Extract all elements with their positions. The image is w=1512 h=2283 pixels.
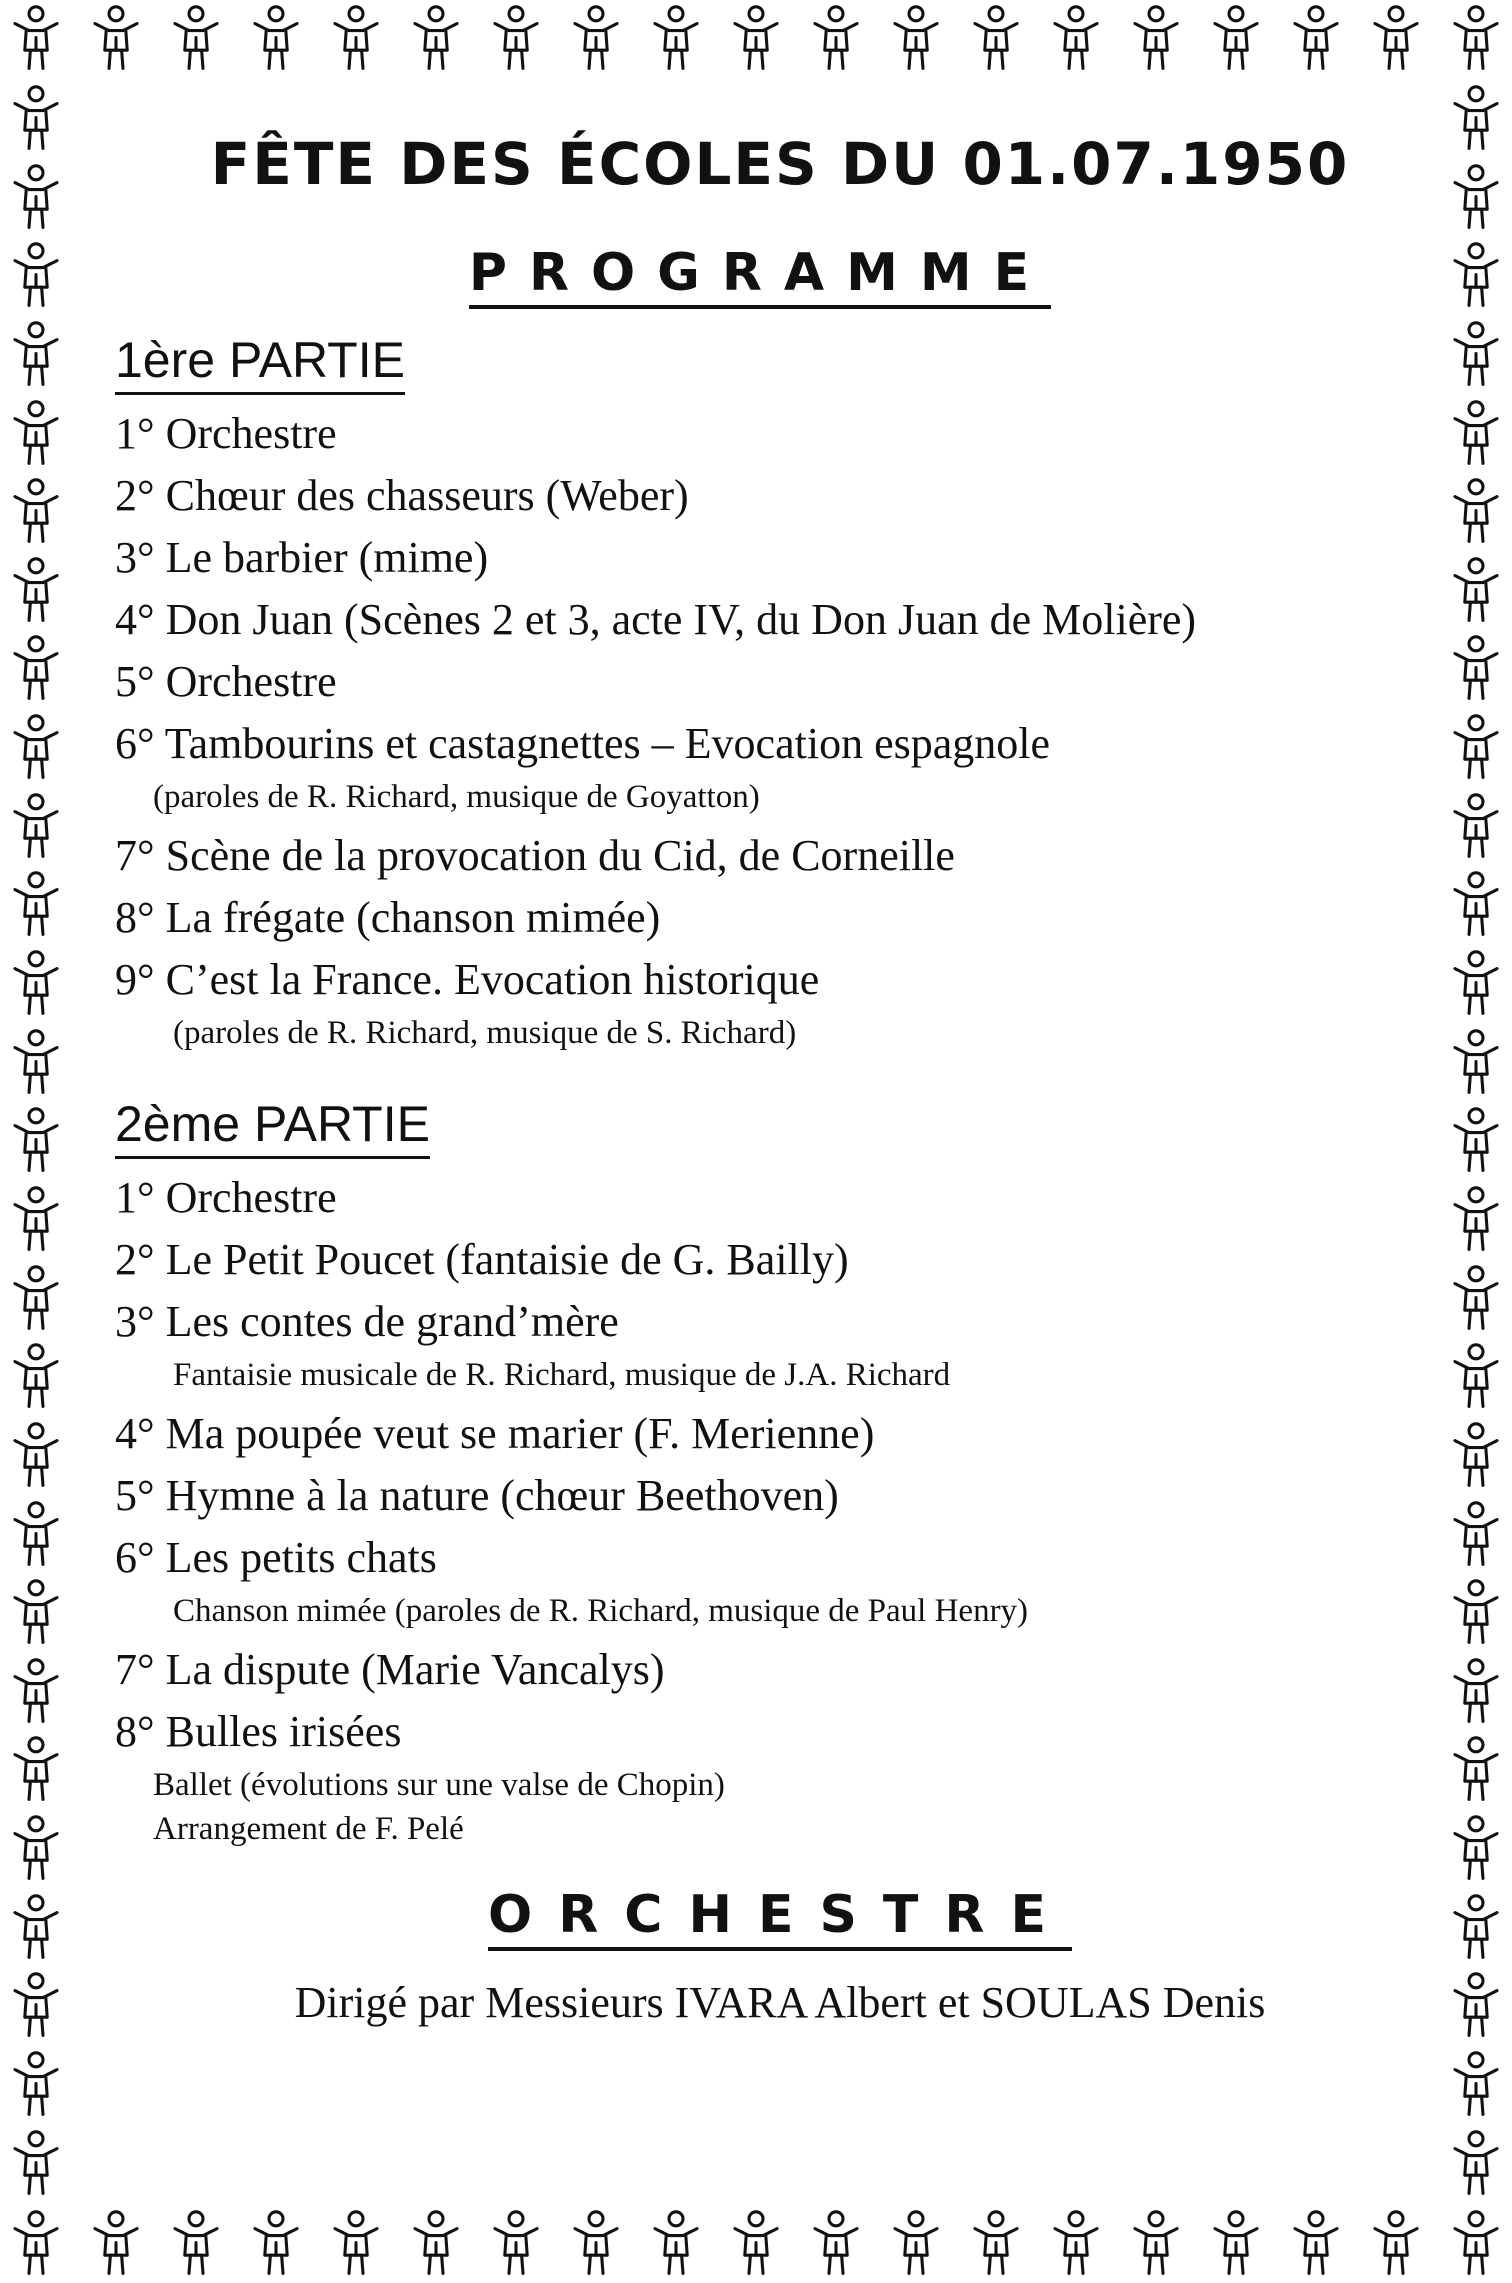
child-figure-icon <box>1448 949 1504 1019</box>
child-figure-icon <box>488 4 544 74</box>
list-item: 9° C’est la France. Evocation historique <box>115 955 820 1004</box>
child-figure-icon <box>968 2209 1024 2279</box>
child-figure-icon <box>648 4 704 74</box>
child-figure-icon <box>8 1657 64 1727</box>
child-figure-icon <box>8 1971 64 2041</box>
border-top <box>8 4 1504 74</box>
child-figure-icon <box>8 556 64 626</box>
child-figure-icon <box>8 1185 64 1255</box>
child-figure-icon <box>8 713 64 783</box>
child-figure-icon <box>328 2209 384 2279</box>
child-figure-icon <box>1448 2129 1504 2199</box>
list-item: 5° Hymne à la nature (chœur Beethoven) <box>115 1471 839 1520</box>
child-figure-icon <box>8 634 64 704</box>
item-note: (paroles de R. Richard, musique de Goyatton) <box>153 779 760 815</box>
child-figure-icon <box>88 4 144 74</box>
list-item: 1° Orchestre <box>115 1173 337 1222</box>
child-figure-icon <box>568 4 624 74</box>
child-figure-icon <box>968 4 1024 74</box>
child-figure-icon <box>88 2209 144 2279</box>
child-figure-icon <box>168 4 224 74</box>
list-item: 3° Les contes de grand’mère <box>115 1297 619 1346</box>
child-figure-icon <box>1208 2209 1264 2279</box>
page-title: FÊTE DES ÉCOLES DU 01.07.1950 <box>210 130 1350 198</box>
child-figure-icon <box>8 1106 64 1176</box>
child-figure-icon <box>1448 1500 1504 1570</box>
child-figure-icon <box>8 949 64 1019</box>
child-figure-icon <box>1448 1028 1504 1098</box>
child-figure-icon <box>1448 1735 1504 1805</box>
child-figure-icon <box>8 792 64 862</box>
list-item: 8° Bulles irisées <box>115 1707 402 1756</box>
part1-heading <box>115 332 1405 388</box>
list-item: 6° Tambourins et castagnettes – Evocation espagnole <box>115 719 1050 768</box>
programme-content <box>115 130 1405 2028</box>
child-figure-icon <box>888 4 944 74</box>
child-figure-icon <box>568 2209 624 2279</box>
child-figure-icon <box>1448 1185 1504 1255</box>
list-item: 6° Les petits chats <box>115 1533 437 1582</box>
child-figure-icon <box>1288 2209 1344 2279</box>
child-figure-icon <box>248 2209 304 2279</box>
part2-list <box>115 1167 1405 1851</box>
border-bottom <box>8 2209 1504 2279</box>
orchestra-directors: Dirigé par Messieurs IVARA Albert et SOULAS Denis <box>294 1978 1266 2027</box>
child-figure-icon <box>1448 1893 1504 1963</box>
list-item: 4° Don Juan (Scènes 2 et 3, acte IV, du Don Juan de Molière) <box>115 595 1197 644</box>
list-item: 2° Chœur des chasseurs (Weber) <box>115 471 689 520</box>
child-figure-icon <box>1448 634 1504 704</box>
item-note: Ballet (évolutions sur une valse de Chopin) <box>153 1767 725 1803</box>
item-note: Chanson mimée (paroles de R. Richard, musique de Paul Henry) <box>173 1593 1029 1629</box>
list-item: 1° Orchestre <box>115 409 337 458</box>
child-figure-icon <box>1288 4 1344 74</box>
child-figure-icon <box>8 163 64 233</box>
child-figure-icon <box>408 4 464 74</box>
child-figure-icon <box>728 2209 784 2279</box>
list-item: 3° Le barbier (mime) <box>115 533 489 582</box>
child-figure-icon <box>1368 2209 1424 2279</box>
child-figure-icon <box>1448 1421 1504 1491</box>
child-figure-icon <box>1448 792 1504 862</box>
child-figure-icon <box>248 4 304 74</box>
child-figure-icon <box>1448 1264 1504 1334</box>
item-note: Fantaisie musicale de R. Richard, musique de J.A. Richard <box>173 1357 951 1393</box>
border-right <box>1448 84 1504 2199</box>
child-figure-icon <box>8 4 64 74</box>
child-figure-icon <box>8 1500 64 1570</box>
child-figure-icon <box>408 2209 464 2279</box>
child-figure-icon <box>8 1264 64 1334</box>
child-figure-icon <box>808 4 864 74</box>
part1-list <box>115 403 1405 1055</box>
child-figure-icon <box>8 870 64 940</box>
orchestra-heading-text: ORCHESTRE <box>488 1885 1072 1951</box>
child-figure-icon <box>8 2050 64 2120</box>
child-figure-icon <box>8 477 64 547</box>
list-item: 7° La dispute (Marie Vancalys) <box>115 1645 665 1694</box>
border-left <box>8 84 64 2199</box>
item-note: (paroles de R. Richard, musique de S. Richard) <box>173 1015 797 1051</box>
child-figure-icon <box>8 399 64 469</box>
item-note: Arrangement de F. Pelé <box>153 1811 464 1847</box>
child-figure-icon <box>1448 399 1504 469</box>
child-figure-icon <box>488 2209 544 2279</box>
child-figure-icon <box>1448 1971 1504 2041</box>
child-figure-icon <box>1448 1342 1504 1412</box>
child-figure-icon <box>1448 320 1504 390</box>
child-figure-icon <box>728 4 784 74</box>
child-figure-icon <box>1128 4 1184 74</box>
child-figure-icon <box>8 241 64 311</box>
child-figure-icon <box>1048 4 1104 74</box>
programme-heading-text: PROGRAMME <box>469 243 1051 309</box>
part1-heading-text: 1ère PARTIE <box>115 332 405 395</box>
programme-heading <box>115 243 1405 303</box>
child-figure-icon <box>888 2209 944 2279</box>
child-figure-icon <box>1448 870 1504 940</box>
child-figure-icon <box>1448 556 1504 626</box>
child-figure-icon <box>1448 1657 1504 1727</box>
list-item: 8° La frégate (chanson mimée) <box>115 893 661 942</box>
child-figure-icon <box>1448 477 1504 547</box>
child-figure-icon <box>8 2209 64 2279</box>
child-figure-icon <box>8 1421 64 1491</box>
child-figure-icon <box>8 1578 64 1648</box>
child-figure-icon <box>1368 4 1424 74</box>
child-figure-icon <box>1448 241 1504 311</box>
child-figure-icon <box>1448 84 1504 154</box>
child-figure-icon <box>1448 1106 1504 1176</box>
child-figure-icon <box>1208 4 1264 74</box>
child-figure-icon <box>1448 163 1504 233</box>
list-item: 7° Scène de la provocation du Cid, de Corneille <box>115 831 955 880</box>
part2-heading <box>115 1096 1405 1152</box>
child-figure-icon <box>8 320 64 390</box>
child-figure-icon <box>808 2209 864 2279</box>
child-figure-icon <box>8 2129 64 2199</box>
list-item: 2° Le Petit Poucet (fantaisie de G. Bailly) <box>115 1235 849 1284</box>
list-item: 5° Orchestre <box>115 657 337 706</box>
list-item: 4° Ma poupée veut se marier (F. Merienne) <box>115 1409 875 1458</box>
child-figure-icon <box>8 1342 64 1412</box>
child-figure-icon <box>8 84 64 154</box>
orchestra-heading <box>115 1885 1405 1945</box>
child-figure-icon <box>8 1735 64 1805</box>
child-figure-icon <box>168 2209 224 2279</box>
child-figure-icon <box>648 2209 704 2279</box>
child-figure-icon <box>1448 1814 1504 1884</box>
child-figure-icon <box>1128 2209 1184 2279</box>
child-figure-icon <box>8 1814 64 1884</box>
child-figure-icon <box>1448 713 1504 783</box>
child-figure-icon <box>1448 2209 1504 2279</box>
child-figure-icon <box>8 1028 64 1098</box>
part2-heading-text: 2ème PARTIE <box>115 1096 430 1159</box>
child-figure-icon <box>1448 2050 1504 2120</box>
child-figure-icon <box>1448 4 1504 74</box>
child-figure-icon <box>328 4 384 74</box>
child-figure-icon <box>8 1893 64 1963</box>
child-figure-icon <box>1448 1578 1504 1648</box>
child-figure-icon <box>1048 2209 1104 2279</box>
